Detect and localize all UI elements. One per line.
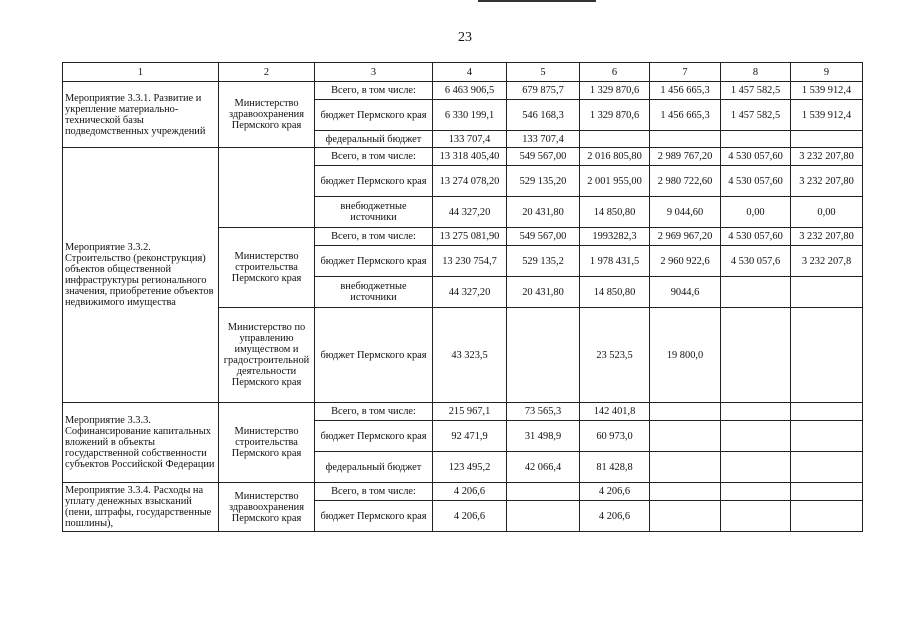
- value-cell: 215 967,1: [433, 403, 507, 421]
- value-cell: 4 530 057,6: [721, 246, 791, 277]
- value-cell: 133 707,4: [433, 131, 507, 148]
- value-cell: [650, 421, 721, 452]
- value-cell: 3 232 207,80: [791, 148, 863, 166]
- value-cell: 2 960 922,6: [650, 246, 721, 277]
- page-number: 23: [458, 30, 472, 45]
- source-cell: Всего, в том числе:: [315, 82, 433, 100]
- source-cell: бюджет Пермского края: [315, 421, 433, 452]
- table-row: [63, 403, 863, 421]
- value-cell: 20 431,80: [507, 277, 580, 308]
- value-cell: [650, 403, 721, 421]
- header-cell: 8: [721, 63, 791, 82]
- value-cell: 20 431,80: [507, 197, 580, 228]
- value-cell: [791, 501, 863, 532]
- value-cell: [721, 483, 791, 501]
- value-cell: [650, 452, 721, 483]
- value-cell: 1 329 870,6: [580, 82, 650, 100]
- value-cell: [507, 308, 580, 403]
- value-cell: 1993282,3: [580, 228, 650, 246]
- value-cell: 6 463 906,5: [433, 82, 507, 100]
- executor-cell: Министерство по управлению имуществом и градостроительной деятельности Пермского края: [219, 308, 315, 403]
- source-cell: бюджет Пермского края: [315, 308, 433, 403]
- source-cell: Всего, в том числе:: [315, 228, 433, 246]
- executor-cell: Министерство строительства Пермского края: [219, 403, 315, 483]
- value-cell: 13 230 754,7: [433, 246, 507, 277]
- value-cell: [721, 452, 791, 483]
- value-cell: [721, 277, 791, 308]
- source-cell: внебюджетные источники: [315, 277, 433, 308]
- value-cell: 4 206,6: [580, 501, 650, 532]
- value-cell: 13 274 078,20: [433, 166, 507, 197]
- value-cell: 1 457 582,5: [721, 100, 791, 131]
- table-row: [63, 483, 863, 501]
- value-cell: 81 428,8: [580, 452, 650, 483]
- value-cell: 13 275 081,90: [433, 228, 507, 246]
- value-cell: [791, 421, 863, 452]
- executor-cell: Министерство строительства Пермского края: [219, 228, 315, 308]
- value-cell: 44 327,20: [433, 277, 507, 308]
- value-cell: 23 523,5: [580, 308, 650, 403]
- value-cell: 6 330 199,1: [433, 100, 507, 131]
- value-cell: 4 206,6: [433, 501, 507, 532]
- value-cell: [650, 131, 721, 148]
- value-cell: 2 989 767,20: [650, 148, 721, 166]
- source-cell: внебюджетные источники: [315, 197, 433, 228]
- value-cell: [507, 483, 580, 501]
- value-cell: 4 530 057,60: [721, 166, 791, 197]
- header-cell: 4: [433, 63, 507, 82]
- value-cell: 4 530 057,60: [721, 228, 791, 246]
- value-cell: 60 973,0: [580, 421, 650, 452]
- value-cell: 2 980 722,60: [650, 166, 721, 197]
- value-cell: [721, 308, 791, 403]
- value-cell: [791, 277, 863, 308]
- value-cell: [791, 131, 863, 148]
- header-cell: 5: [507, 63, 580, 82]
- measure-cell: Мероприятие 3.3.1. Развитие и укрепление материально-технической базы подведомственных учреждений: [63, 82, 219, 148]
- value-cell: [721, 403, 791, 421]
- header-cell: 6: [580, 63, 650, 82]
- table-row: [63, 148, 863, 166]
- value-cell: 19 800,0: [650, 308, 721, 403]
- value-cell: 549 567,00: [507, 228, 580, 246]
- measure-cell: Мероприятие 3.3.4. Расходы на уплату денежных взысканий (пени, штрафы, государственные пошлины),: [63, 483, 219, 532]
- value-cell: 3 232 207,80: [791, 228, 863, 246]
- value-cell: 679 875,7: [507, 82, 580, 100]
- source-cell: федеральный бюджет: [315, 452, 433, 483]
- value-cell: 4 206,6: [580, 483, 650, 501]
- value-cell: [507, 501, 580, 532]
- value-cell: 546 168,3: [507, 100, 580, 131]
- value-cell: 42 066,4: [507, 452, 580, 483]
- value-cell: 73 565,3: [507, 403, 580, 421]
- value-cell: 1 456 665,3: [650, 82, 721, 100]
- source-cell: Всего, в том числе:: [315, 403, 433, 421]
- value-cell: 529 135,2: [507, 246, 580, 277]
- executor-cell-empty: [219, 148, 315, 228]
- value-cell: 92 471,9: [433, 421, 507, 452]
- source-cell: бюджет Пермского края: [315, 166, 433, 197]
- source-cell: Всего, в том числе:: [315, 483, 433, 501]
- value-cell: [791, 308, 863, 403]
- value-cell: [650, 483, 721, 501]
- value-cell: 13 318 405,40: [433, 148, 507, 166]
- value-cell: 2 001 955,00: [580, 166, 650, 197]
- measure-cell: Мероприятие 3.3.3. Софинансирование капитальных вложений в объекты государственной собственности субъектов Российской Федерации: [63, 403, 219, 483]
- budget-table: [62, 62, 863, 532]
- source-cell: федеральный бюджет: [315, 131, 433, 148]
- value-cell: 3 232 207,8: [791, 246, 863, 277]
- header-cell: 3: [315, 63, 433, 82]
- source-cell: бюджет Пермского края: [315, 501, 433, 532]
- header-cell: 2: [219, 63, 315, 82]
- header-cell: 9: [791, 63, 863, 82]
- value-cell: [721, 421, 791, 452]
- value-cell: 2 016 805,80: [580, 148, 650, 166]
- value-cell: 142 401,8: [580, 403, 650, 421]
- table-row: [63, 82, 863, 100]
- top-rule-mark: [478, 0, 596, 2]
- value-cell: 3 232 207,80: [791, 166, 863, 197]
- value-cell: 4 530 057,60: [721, 148, 791, 166]
- executor-cell: Министерство здравоохранения Пермского края: [219, 483, 315, 532]
- value-cell: 1 457 582,5: [721, 82, 791, 100]
- value-cell: [721, 131, 791, 148]
- header-row: [63, 63, 863, 82]
- value-cell: 1 978 431,5: [580, 246, 650, 277]
- source-cell: бюджет Пермского края: [315, 246, 433, 277]
- value-cell: 1 329 870,6: [580, 100, 650, 131]
- value-cell: 1 539 912,4: [791, 82, 863, 100]
- value-cell: 0,00: [721, 197, 791, 228]
- value-cell: 43 323,5: [433, 308, 507, 403]
- value-cell: 1 539 912,4: [791, 100, 863, 131]
- header-cell: 1: [63, 63, 219, 82]
- value-cell: [650, 501, 721, 532]
- value-cell: 9044,6: [650, 277, 721, 308]
- executor-cell: Министерство здравоохранения Пермского края: [219, 82, 315, 148]
- source-cell: Всего, в том числе:: [315, 148, 433, 166]
- value-cell: [791, 452, 863, 483]
- measure-cell: Мероприятие 3.3.2. Строительство (реконструкция) объектов общественной инфраструктуры регионального значения, приобретение объектов недвижимого имущества: [63, 148, 219, 403]
- value-cell: 0,00: [791, 197, 863, 228]
- value-cell: [791, 403, 863, 421]
- value-cell: 9 044,60: [650, 197, 721, 228]
- value-cell: 123 495,2: [433, 452, 507, 483]
- value-cell: 549 567,00: [507, 148, 580, 166]
- value-cell: [721, 501, 791, 532]
- value-cell: 14 850,80: [580, 197, 650, 228]
- value-cell: 1 456 665,3: [650, 100, 721, 131]
- value-cell: 529 135,20: [507, 166, 580, 197]
- value-cell: [791, 483, 863, 501]
- value-cell: 31 498,9: [507, 421, 580, 452]
- value-cell: 4 206,6: [433, 483, 507, 501]
- value-cell: 133 707,4: [507, 131, 580, 148]
- value-cell: 44 327,20: [433, 197, 507, 228]
- value-cell: [580, 131, 650, 148]
- value-cell: 2 969 967,20: [650, 228, 721, 246]
- source-cell: бюджет Пермского края: [315, 100, 433, 131]
- value-cell: 14 850,80: [580, 277, 650, 308]
- header-cell: 7: [650, 63, 721, 82]
